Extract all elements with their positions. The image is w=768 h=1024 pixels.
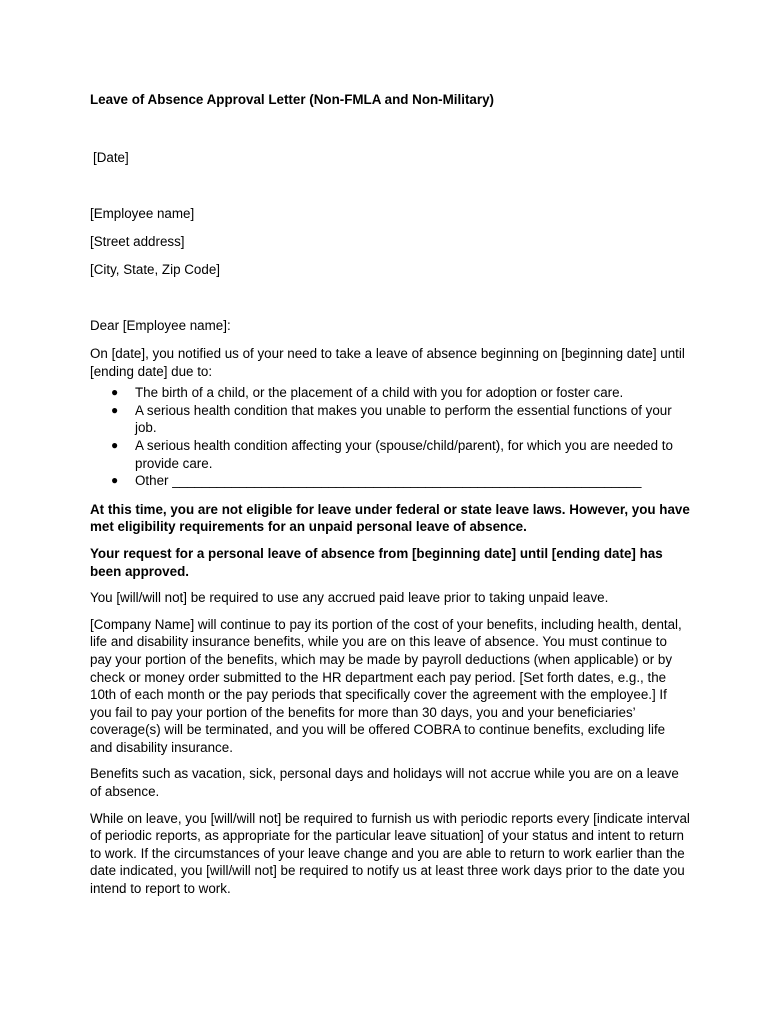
bullet-icon: ● — [111, 437, 119, 452]
bullet-icon: ● — [111, 402, 119, 417]
salutation: Dear [Employee name]: — [90, 318, 231, 333]
letter-body — [90, 345, 690, 907]
list-item: ● A serious health condition that makes you unable to perform the essential functions of your job. — [111, 402, 672, 436]
bullet-icon: ● — [111, 473, 119, 488]
list-item: ● A serious health condition affecting your (spouse/child/parent), for which you are needed to provide care. — [111, 437, 673, 471]
paid-leave-paragraph: You [will/will not] be required to use any accrued paid leave prior to taking unpaid leave. — [90, 590, 609, 606]
approval-statement: Your request for a personal leave of absence from [beginning date] until [ending date] has been approved. — [90, 545, 663, 579]
letter-date: [Date] — [93, 150, 129, 165]
eligibility-statement: At this time, you are not eligible for leave under federal or state leave laws. However, you have met eligibility requirements for an unpaid personal leave of absence. — [90, 501, 690, 535]
bullet-icon: ● — [111, 385, 119, 400]
list-item: ● Other _______________________________________________________________ — [111, 473, 642, 489]
benefits-paragraph: [Company Name] will continue to pay its portion of the cost of your benefits, including health, dental, life and disability insurance benefits, while you are on this leave of absence. You must continue to pay your portion of the benefits, which may be made by payroll deductions (when applicable) or by check or money order submitted to the HR department each pay period. [Set forth dates, e.g., the 10th of each month or the pay periods that specifically cover the agreement with the employee.] If you fail to pay your portion of the benefits for more than 30 days, you and your beneficiaries’ coverage(s) will be terminated, and you will be offered COBRA to continue benefits, excluding life and disability insurance. — [90, 616, 682, 755]
street-address: [Street address] — [90, 234, 185, 249]
accrual-paragraph: Benefits such as vacation, sick, personal days and holidays will not accrue while you are on a leave of absence. — [90, 766, 679, 800]
letter-page — [90, 91, 690, 897]
reports-paragraph: While on leave, you [will/will not] be required to furnish us with periodic reports every [indicate interval of periodic reports, as appropriate for the particular leave situation] of your status and intent to return to work. If the circumstances of your leave change and you are able to return to work earlier than the date indicated, you [will/will not] be required to notify us at least three work days prior to the date you intend to report to work. — [90, 810, 690, 897]
reasons-list — [90, 384, 690, 490]
city-state-zip: [City, State, Zip Code] — [90, 262, 220, 277]
employee-name: [Employee name] — [90, 206, 195, 221]
intro-paragraph: On [date], you notified us of your need to take a leave of absence beginning on [beginning date] until [ending date] due to: — [90, 346, 685, 379]
letter-title: Leave of Absence Approval Letter (Non-FMLA and Non-Military) — [90, 92, 494, 107]
list-item: ● The birth of a child, or the placement of a child with you for adoption or foster care. — [111, 385, 624, 401]
